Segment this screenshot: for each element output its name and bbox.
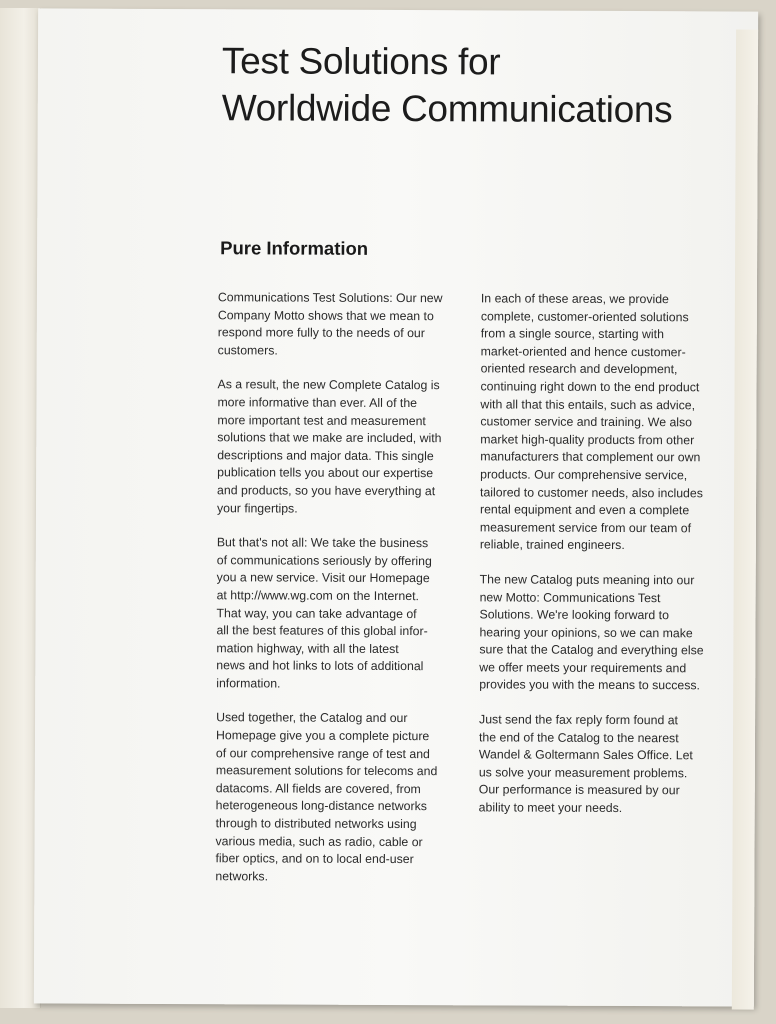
page-title-line-2: Worldwide Communications <box>221 87 673 131</box>
right-text-column <box>479 290 739 835</box>
paragraph: In each of these areas, we provide complete, customer-oriented solutions from a single source, starting with market-oriented and hence customer- oriented research and development, continuing right down to the end product with all that this entails, such as advice, customer service and training. We also market high-quality products from other manufacturers that complement our own products. Our comprehensive service, tailored to customer needs, also includes rental equipment and even a complete measurement service from our team of reliable, trained engineers. <box>479 291 703 553</box>
section-heading: Pure Information <box>220 237 369 259</box>
page-title <box>222 37 673 133</box>
paragraph: But that's not all: We take the business of communications seriously by offering you a new service. Visit our Homepage at http://www.wg.com on the Internet. That way, you can take advantage of all the best features of this global infor- mation highway, with all the latest news and hot links to lots of additional information. <box>216 535 432 691</box>
paragraph: Used together, the Catalog and our Homepage give you a complete picture of our comprehensive range of test and measurement solutions for telecoms and datacoms. All fields are covered, from heterogeneous long-distance networks through to distributed networks using various media, such as radio, cable or fiber optics, and on to local end-user networks. <box>215 710 438 884</box>
paragraph: As a result, the new Complete Catalog is more informative than ever. All of the more important test and measurement solutions that we make are included, with descriptions and major data. This single publication tells you about our expertise and products, so you have everything at your fingertips. <box>216 377 442 516</box>
page-title-line-1: Test Solutions for <box>221 40 501 83</box>
paragraph: Just send the fax reply form found at the end of the Catalog to the nearest Wandel & Goltermann Sales Office. Let us solve your measurement problems. Our performance is measured by our ability to meet your needs. <box>478 712 693 816</box>
catalog-page <box>34 8 758 1006</box>
paragraph: The new Catalog puts meaning into our new Motto: Communications Test Solutions. We're looking forward to hearing your opinions, so we can make sure that the Catalog and everything else we offer meets your requirements and provides you with the means to success. <box>479 572 704 693</box>
left-text-column <box>215 289 480 904</box>
paragraph: Communications Test Solutions: Our new Company Motto shows that we mean to respond more fully to the needs of our customers. <box>217 290 443 358</box>
